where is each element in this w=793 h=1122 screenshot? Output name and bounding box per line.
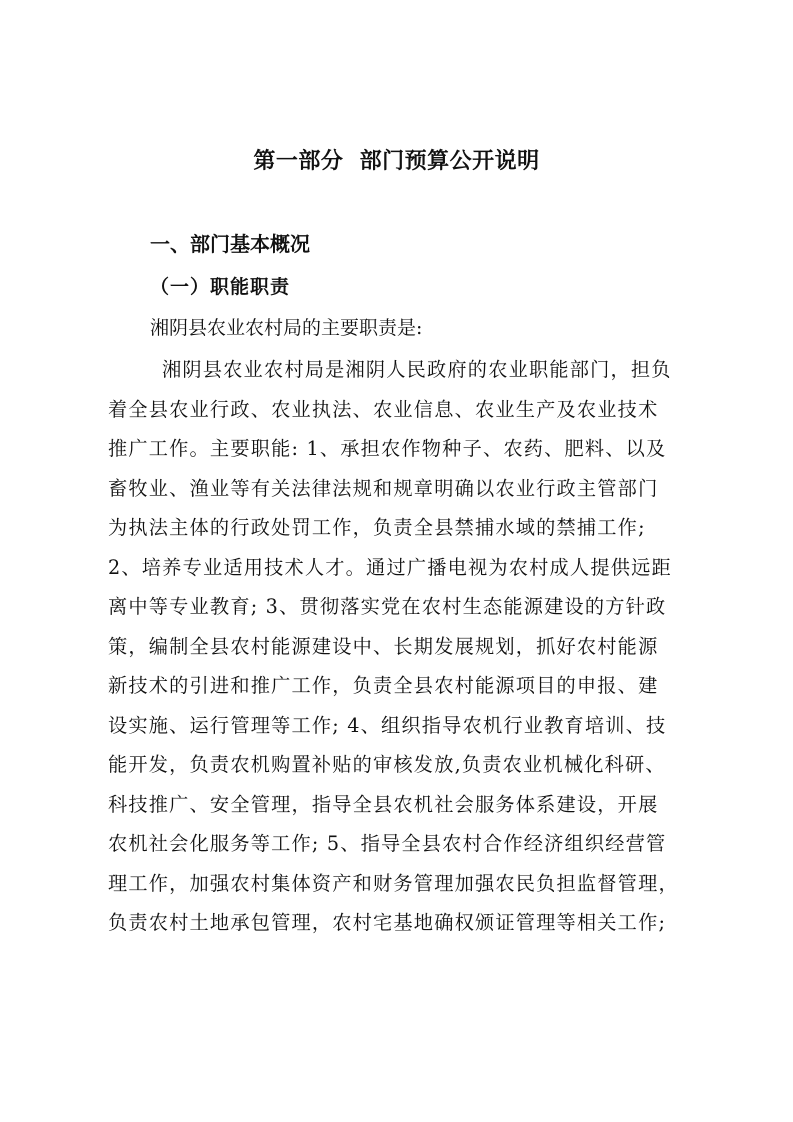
paragraph-line: 负责农村土地承包管理，农村宅基地确权颁证管理等相关工作;	[108, 911, 667, 934]
paragraph-line: 湘阴县农业农村局是湘阴人民政府的农业职能部门，担负	[162, 358, 672, 381]
paragraph-line: 科技推广、安全管理，指导全县农机社会服务体系建设，开展	[108, 792, 659, 816]
paragraph-line: 推广工作。主要职能: 1、承担农作物种子、农药、肥料、以及	[108, 437, 667, 460]
paragraph-line: 能开发，负责农机购置补贴的审核发放,负责农业机械化科研、	[108, 753, 666, 776]
page-title: 第一部分 部门预算公开说明	[253, 149, 540, 174]
subsection-heading: （一）职能职责	[150, 276, 291, 298]
paragraph-line: 2、培养专业适用技术人才。通过广播电视为农村成人提供远距	[108, 555, 672, 579]
paragraph-line: 理工作，加强农村集体资产和财务管理加强农民负担监督管理，	[108, 871, 679, 895]
paragraph-line: 畜牧业、渔业等有关法律法规和规章明确以农业行政主管部门	[108, 476, 659, 500]
paragraph-line: 策，编制全县农村能源建设中、长期发展规划，抓好农村能源	[108, 634, 659, 658]
paragraph-line: 农机社会化服务等工作; 5、指导全县农村合作经济组织经营管	[108, 832, 667, 855]
paragraph-line: 离中等专业教育; 3、贯彻落实党在农村生态能源建设的方针政	[108, 595, 667, 618]
intro-text: 湘阴县农业农村局的主要职责是:	[150, 317, 423, 339]
body-paragraph	[108, 350, 693, 943]
section-heading: 一、部门基本概况	[150, 232, 310, 256]
paragraph-line: 着全县农业行政、农业执法、农业信息、农业生产及农业技术	[108, 397, 659, 421]
paragraph-line: 为执法主体的行政处罚工作，负责全县禁捕水域的禁捕工作;	[108, 516, 646, 539]
paragraph-line: 新技术的引进和推广工作，负责全县农村能源项目的申报、建	[108, 674, 659, 697]
paragraph-line: 设实施、运行管理等工作; 4、组织指导农机行业教育培训、技	[108, 713, 667, 737]
